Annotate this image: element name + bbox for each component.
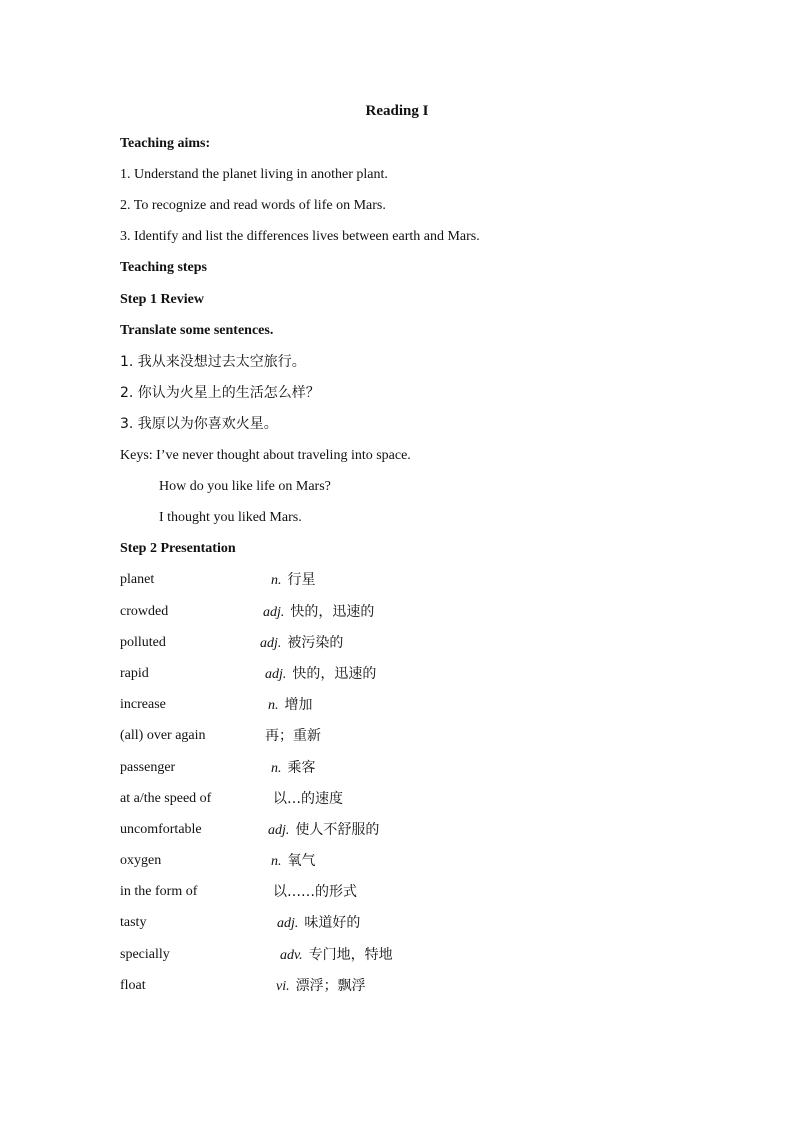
vocab-definition xyxy=(273,882,357,903)
vocab-word: rapid xyxy=(120,666,149,681)
vocab-definition xyxy=(260,633,343,654)
key-sentence: I thought you liked Mars. xyxy=(159,510,302,525)
step2-heading: Step 2 Presentation xyxy=(120,541,236,556)
key-sentence: I’ve never thought about traveling into space. xyxy=(156,448,411,463)
part-of-speech: n. xyxy=(271,854,282,869)
part-of-speech: adj. xyxy=(265,667,287,682)
chinese-meaning: 使人不舒服的 xyxy=(295,822,380,838)
chinese-meaning: 以…的速度 xyxy=(273,791,343,807)
vocab-word: specially xyxy=(120,947,170,962)
vocab-word: float xyxy=(120,978,146,993)
vocab-definition xyxy=(265,726,321,747)
part-of-speech: vi. xyxy=(276,979,290,994)
vocab-definition xyxy=(271,851,316,872)
vocab-word: planet xyxy=(120,572,155,587)
part-of-speech: adv. xyxy=(280,948,303,963)
chinese-sentence: 3. 我原以为你喜欢火星。 xyxy=(120,416,278,432)
chinese-meaning: 再；重新 xyxy=(265,728,321,744)
vocab-word: tasty xyxy=(120,915,147,930)
part-of-speech: adj. xyxy=(260,636,282,651)
part-of-speech: adj. xyxy=(263,605,285,620)
vocab-word: oxygen xyxy=(120,853,162,868)
vocab-word: increase xyxy=(120,697,166,712)
step1-subheading: Translate some sentences. xyxy=(120,323,274,338)
chinese-meaning: 味道好的 xyxy=(304,915,361,931)
vocab-word: in the form of xyxy=(120,884,198,899)
vocab-definition xyxy=(276,976,366,997)
chinese-meaning: 专门地，特地 xyxy=(308,947,393,963)
part-of-speech: adj. xyxy=(268,823,290,838)
chinese-meaning: 乘客 xyxy=(287,760,316,776)
step1-heading: Step 1 Review xyxy=(120,292,204,307)
aim-item: 2. To recognize and read words of life on Mars. xyxy=(120,198,386,213)
chinese-meaning: 快的，迅速的 xyxy=(292,666,377,682)
vocab-definition xyxy=(277,913,360,934)
chinese-meaning: 以……的形式 xyxy=(273,884,357,900)
teaching-aims-heading: Teaching aims: xyxy=(120,136,211,151)
vocab-definition xyxy=(280,945,393,966)
keys-label: Keys: xyxy=(120,448,153,463)
vocab-definition xyxy=(271,758,316,779)
chinese-sentence: 1. 我从来没想过去太空旅行。 xyxy=(120,354,306,370)
part-of-speech: adj. xyxy=(277,916,299,931)
part-of-speech: n. xyxy=(271,573,282,588)
vocab-definition xyxy=(265,664,376,685)
vocab-word: (all) over again xyxy=(120,728,206,743)
aim-item: 3. Identify and list the differences lives between earth and Mars. xyxy=(120,229,480,244)
key-sentence: How do you like life on Mars? xyxy=(159,479,331,494)
aim-item: 1. Understand the planet living in another plant. xyxy=(120,167,388,182)
vocab-definition xyxy=(273,789,343,810)
chinese-meaning: 增加 xyxy=(284,697,313,713)
chinese-meaning: 漂浮；飘浮 xyxy=(295,978,366,994)
chinese-sentence: 2. 你认为火星上的生活怎么样？ xyxy=(120,385,320,401)
part-of-speech: n. xyxy=(271,761,282,776)
part-of-speech: n. xyxy=(268,698,279,713)
vocab-word: crowded xyxy=(120,604,169,619)
vocab-word: at a/the speed of xyxy=(120,791,212,806)
vocab-definition xyxy=(271,570,316,591)
chinese-meaning: 氧气 xyxy=(287,853,316,869)
keys-line xyxy=(120,446,411,466)
vocab-definition xyxy=(268,695,313,716)
vocab-definition xyxy=(263,602,374,623)
vocab-word: uncomfortable xyxy=(120,822,202,837)
vocab-word: polluted xyxy=(120,635,166,650)
chinese-meaning: 被污染的 xyxy=(287,635,344,651)
teaching-steps-heading: Teaching steps xyxy=(120,260,208,275)
page-title: Reading I xyxy=(365,103,429,119)
chinese-meaning: 行星 xyxy=(287,572,316,588)
chinese-meaning: 快的，迅速的 xyxy=(290,604,375,620)
vocab-definition xyxy=(268,820,379,841)
vocab-word: passenger xyxy=(120,760,176,775)
